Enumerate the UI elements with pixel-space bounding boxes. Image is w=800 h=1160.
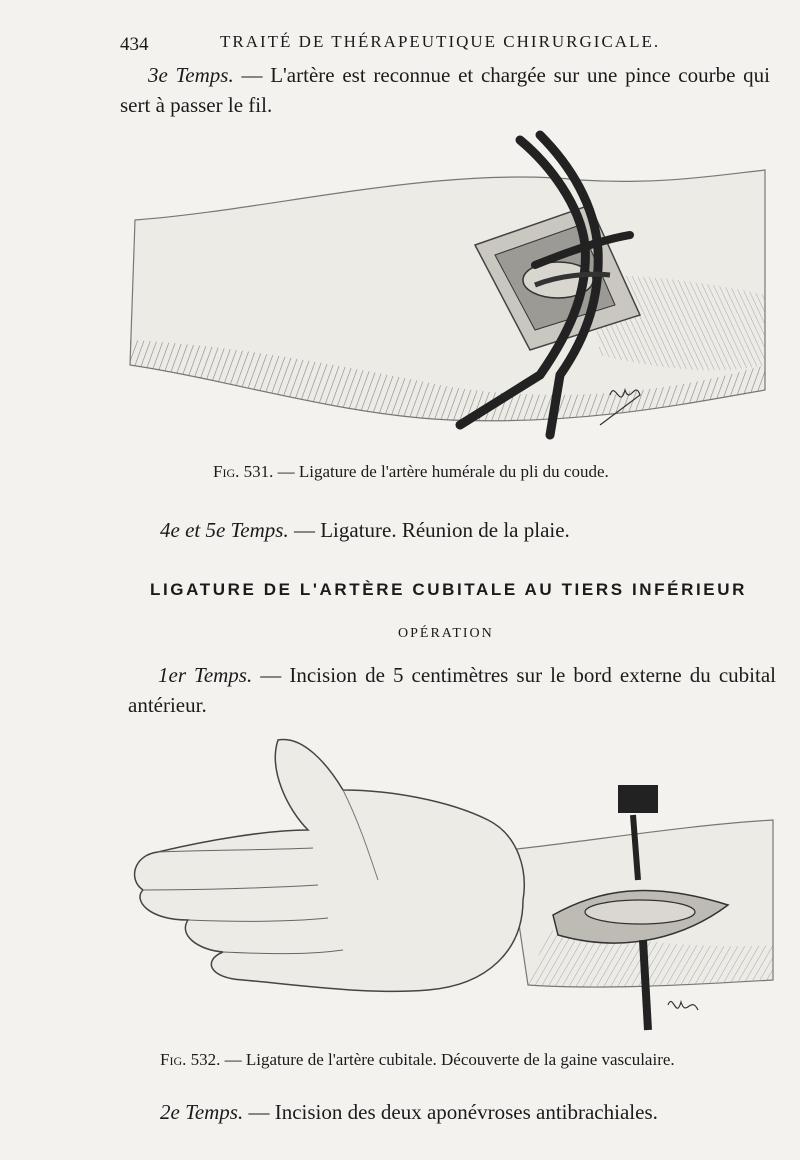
caption-text: — Ligature de l'artère cubitale. Découverte de la gaine vasculaire. bbox=[220, 1050, 675, 1069]
figure-532-caption bbox=[160, 1050, 675, 1070]
paragraph-temps-1 bbox=[128, 660, 776, 720]
paragraph-text: — L'artère est reconnue et chargée sur une pince courbe qui sert à passer le fil. bbox=[120, 63, 770, 117]
paragraph-lead: 2e Temps. bbox=[160, 1100, 244, 1124]
page-header bbox=[0, 20, 800, 55]
paragraph-lead: 4e et 5e Temps. bbox=[160, 518, 289, 542]
figure-531-illustration bbox=[120, 125, 770, 445]
caption-text: — Ligature de l'artère humérale du pli du coude. bbox=[273, 462, 609, 481]
paragraph-text: — Incision des deux aponévroses antibrachiales. bbox=[243, 1100, 658, 1124]
paragraph-temps-3 bbox=[120, 60, 770, 120]
caption-label: Fig. 531. bbox=[213, 462, 274, 481]
arm-forceps-drawing bbox=[120, 125, 770, 445]
section-subheading: OPÉRATION bbox=[398, 626, 494, 641]
paragraph-lead: 1er Temps. bbox=[158, 663, 253, 687]
paragraph-text: — Ligature. Réunion de la plaie. bbox=[288, 518, 570, 542]
hand-wrist-drawing bbox=[128, 730, 778, 1040]
figure-532-illustration bbox=[128, 730, 778, 1040]
page-number: 434 bbox=[120, 34, 149, 55]
paragraph-temps-2 bbox=[120, 1097, 770, 1127]
paragraph-temps-4-5 bbox=[120, 515, 770, 545]
running-title: TRAITÉ DE THÉRAPEUTIQUE CHIRURGICALE. bbox=[220, 32, 661, 51]
paragraph-lead: 3e Temps. bbox=[148, 63, 234, 87]
paragraph-text: — Incision de 5 centimètres sur le bord externe du cubital antérieur. bbox=[128, 663, 777, 717]
caption-label: Fig. 532. bbox=[160, 1050, 221, 1069]
section-heading: LIGATURE DE L'ARTÈRE CUBITALE AU TIERS INFÉRIEUR bbox=[150, 580, 747, 599]
figure-531-caption bbox=[213, 462, 609, 482]
